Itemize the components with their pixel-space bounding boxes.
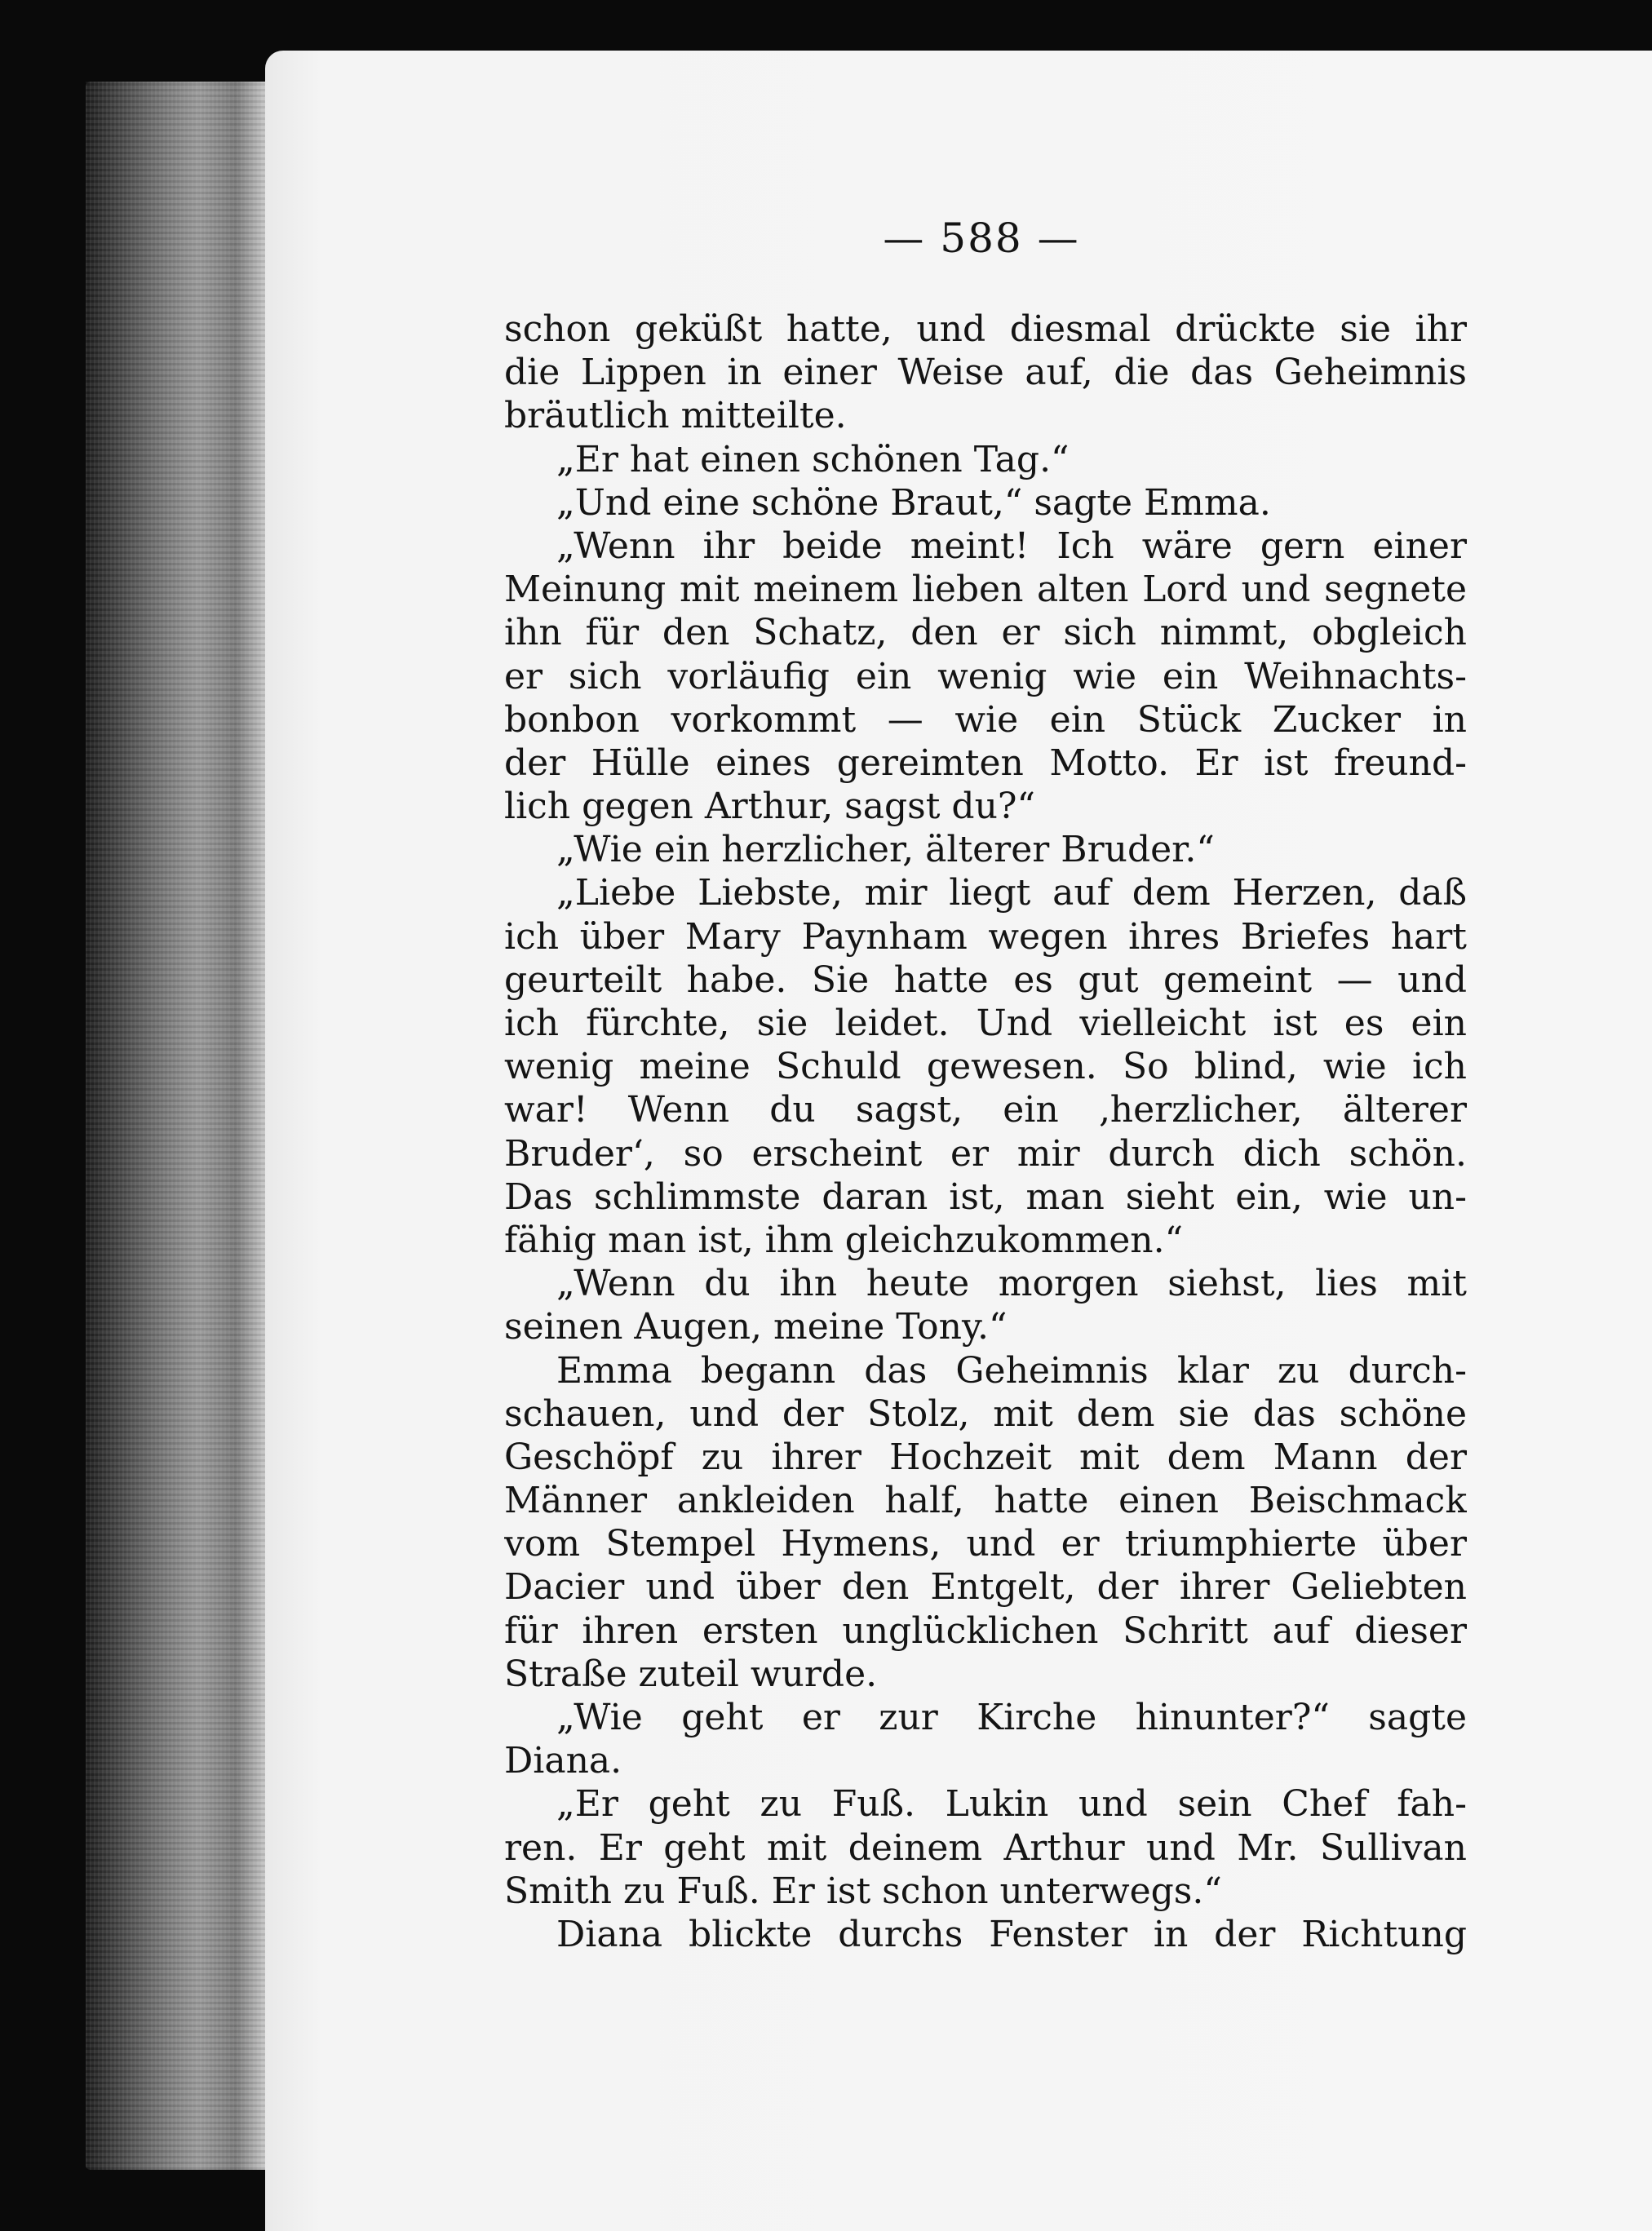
text-line: Geschöpf zu ihrer Hochzeit mit dem Mann der	[504, 1436, 1467, 1478]
text-line: Das schlimmste daran ist, man sieht ein, wie un-	[504, 1175, 1467, 1218]
text-line: fähig man ist, ihm gleichzukommen.“	[504, 1219, 1184, 1261]
text-line: Meinung mit meinem lieben alten Lord und segnete	[504, 569, 1467, 611]
text-line: der Hülle eines gereimten Motto. Er ist freund-	[504, 741, 1467, 784]
text-line: Diana.	[504, 1740, 622, 1782]
book-page	[265, 51, 1652, 2231]
text-block	[504, 210, 1652, 2151]
page-number: — 588 —	[883, 215, 1080, 262]
text-line: für ihren ersten unglücklichen Schritt auf dieser	[504, 1609, 1467, 1652]
text-line: Bruder‘, so erscheint er mir durch dich schön.	[504, 1132, 1467, 1175]
text-line: Männer ankleiden half, hatte einen Beischmack	[504, 1480, 1467, 1522]
text-line: Smith zu Fuß. Er ist schon unterwegs.“	[504, 1870, 1222, 1912]
text-line: bonbon vorkommt — wie ein Stück Zucker in	[504, 698, 1467, 741]
text-line: wenig meine Schuld gewesen. So blind, wie ich	[504, 1046, 1467, 1088]
text-line: Dacier und über den Entgelt, der ihrer Geliebten	[504, 1566, 1467, 1609]
text-line: Emma begann das Geheimnis klar zu durch-	[556, 1349, 1467, 1392]
body-text	[504, 308, 1467, 1956]
text-line: vom Stempel Hymens, und er triumphierte über	[504, 1523, 1467, 1565]
text-line: „Wie ein herzlicher, älterer Bruder.“	[556, 829, 1215, 871]
text-line: ich fürchte, sie leidet. Und vielleicht ist es ein	[504, 1003, 1467, 1044]
text-line: schauen, und der Stolz, mit dem sie das schöne	[504, 1392, 1467, 1435]
text-line: „Wenn du ihn heute morgen siehst, lies mit	[556, 1263, 1467, 1305]
text-line: „Wenn ihr beide meint! Ich wäre gern einer	[556, 525, 1467, 567]
text-line: „Er geht zu Fuß. Lukin und sein Chef fah-	[556, 1783, 1467, 1826]
text-line: schon geküßt hatte, und diesmal drückte sie ihr	[504, 308, 1467, 350]
text-line: seinen Augen, meine Tony.“	[504, 1306, 1008, 1348]
text-line: lich gegen Arthur, sagst du?“	[504, 786, 1035, 828]
text-line: bräutlich mitteilte.	[504, 395, 847, 437]
text-line: geurteilt habe. Sie hatte es gut gemeint — und	[504, 958, 1467, 1001]
text-line: „Und eine schöne Braut,“ sagte Emma.	[556, 481, 1271, 524]
text-line: die Lippen in einer Weise auf, die das Geheimnis	[504, 352, 1467, 394]
book-spine	[86, 82, 273, 2170]
text-line: war! Wenn du sagst, ein ‚herzlicher, älterer	[504, 1089, 1467, 1131]
text-line: „Wie geht er zur Kirche hinunter?“ sagte	[556, 1697, 1467, 1738]
text-line: Diana blickte durchs Fenster in der Richtung	[556, 1913, 1467, 1955]
text-line: Straße zuteil wurde.	[504, 1653, 878, 1695]
spine-texture	[86, 82, 273, 2170]
text-line: er sich vorläufig ein wenig wie ein Weihnachts-	[504, 655, 1467, 697]
text-line: ihn für den Schatz, den er sich nimmt, obgleich	[504, 612, 1467, 654]
text-line: „Er hat einen schönen Tag.“	[556, 438, 1070, 480]
text-line: ren. Er geht mit deinem Arthur und Mr. Sullivan	[504, 1826, 1467, 1869]
text-line: ich über Mary Paynham wegen ihres Briefes hart	[504, 915, 1467, 958]
text-line: „Liebe Liebste, mir liegt auf dem Herzen, daß	[556, 872, 1467, 914]
